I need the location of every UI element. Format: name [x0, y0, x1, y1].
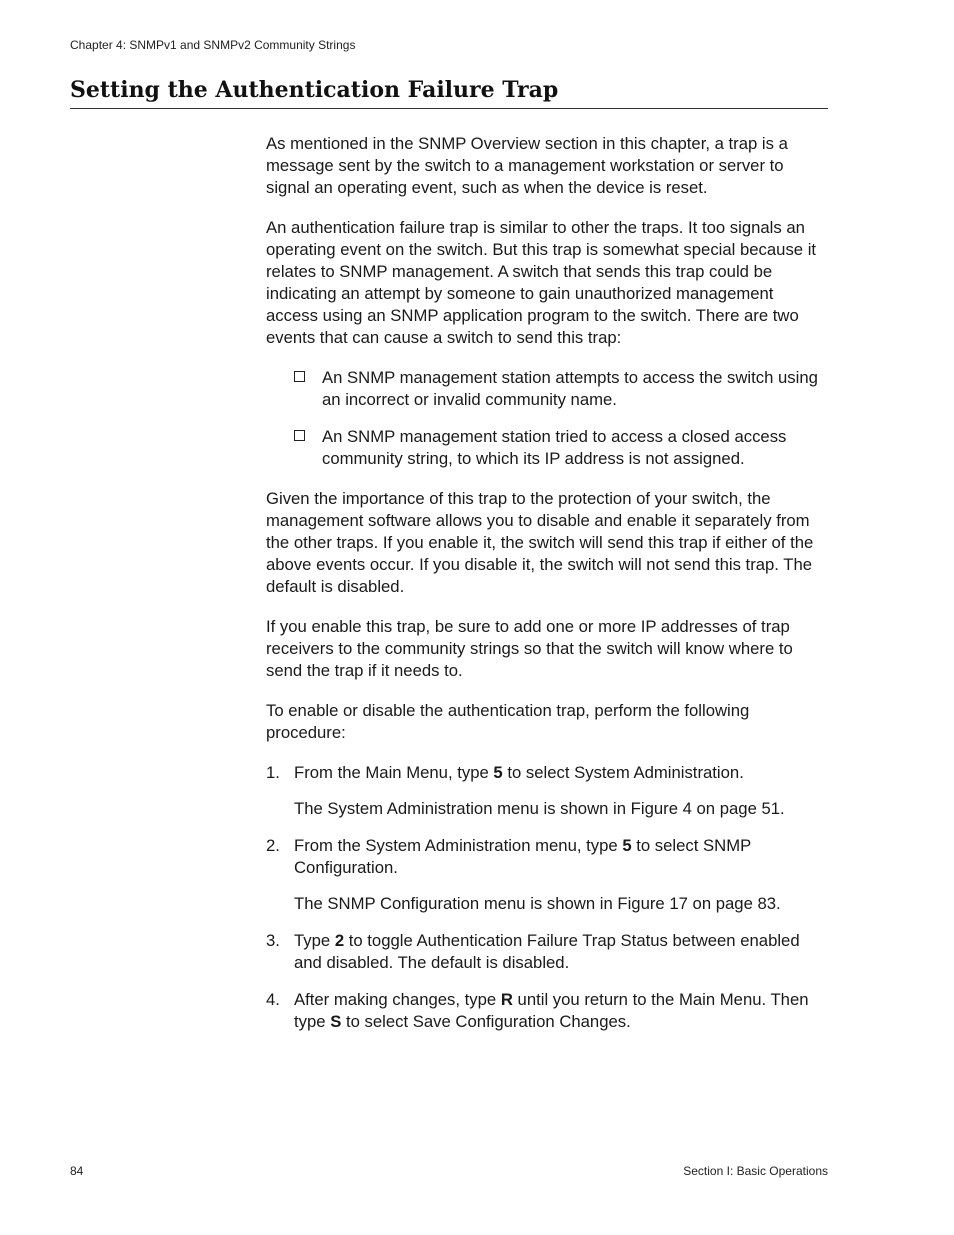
- paragraph-auth-trap: An authentication failure trap is similar to other the traps. It too signals an operating event on the switch. But this trap is somewhat special because it relates to SNMP management. A switch that sends this trap could be indicating an attempt by someone to gain unauthorized management access using an SNMP application program to the switch. There are two events that can cause a switch to send this trap:: [266, 218, 817, 347]
- step-number: 4.: [266, 990, 280, 1009]
- paragraph-receivers: If you enable this trap, be sure to add one or more IP addresses of trap receivers to the community strings so that the switch will know where to send the trap if it needs to.: [266, 617, 793, 680]
- key-label: S: [330, 1012, 342, 1031]
- step-2: [266, 835, 828, 915]
- key-label: R: [500, 990, 513, 1009]
- step-note: The SNMP Configuration menu is shown in Figure 17 on page 83.: [294, 894, 781, 913]
- running-head: Chapter 4: SNMPv1 and SNMPv2 Community Strings: [70, 38, 356, 52]
- step-note: The System Administration menu is shown in Figure 4 on page 51.: [294, 799, 785, 818]
- key-label: 5: [622, 836, 632, 855]
- page-number: 84: [70, 1164, 84, 1178]
- step-number: 1.: [266, 763, 280, 782]
- paragraph-intro: As mentioned in the SNMP Overview section in this chapter, a trap is a message sent by the switch to a management workstation or server to signal an operating event, such as when the device is reset.: [266, 134, 788, 197]
- step-number: 2.: [266, 836, 280, 855]
- step-text: After making changes, type R until you return to the Main Menu. Then type S to select Save Configuration Changes.: [294, 990, 809, 1031]
- step-text: From the System Administration menu, type 5 to select SNMP Configuration.: [294, 836, 751, 877]
- step-3: [266, 930, 828, 974]
- step-1: [266, 762, 828, 820]
- paragraph-importance: Given the importance of this trap to the protection of your switch, the management software allows you to disable and enable it separately from the other traps. If you enable it, the switch will send this trap if either of the above events occur. If you disable it, the switch will not send this trap. The default is disabled.: [266, 489, 814, 596]
- step-text: Type 2 to toggle Authentication Failure Trap Status between enabled and disabled. The default is disabled.: [294, 931, 800, 972]
- list-item: [266, 426, 828, 470]
- list-item-text: An SNMP management station tried to access a closed access community string, to which its IP address is not assigned.: [322, 427, 787, 468]
- event-list: [266, 367, 828, 470]
- key-label: 5: [493, 763, 503, 782]
- checkbox-bullet-icon: [294, 430, 305, 441]
- key-label: 2: [334, 931, 345, 950]
- body-text: [266, 133, 828, 1048]
- list-item: [266, 367, 828, 411]
- section-label: Section I: Basic Operations: [683, 1164, 828, 1178]
- step-number: 3.: [266, 931, 280, 950]
- page-title: Setting the Authentication Failure Trap: [70, 76, 828, 109]
- procedure-steps: [266, 762, 828, 1033]
- step-text: From the Main Menu, type 5 to select System Administration.: [294, 763, 744, 782]
- paragraph-procedure-intro: To enable or disable the authentication trap, perform the following procedure:: [266, 701, 750, 742]
- checkbox-bullet-icon: [294, 371, 305, 382]
- list-item-text: An SNMP management station attempts to access the switch using an incorrect or invalid community name.: [322, 368, 818, 409]
- step-4: [266, 989, 828, 1033]
